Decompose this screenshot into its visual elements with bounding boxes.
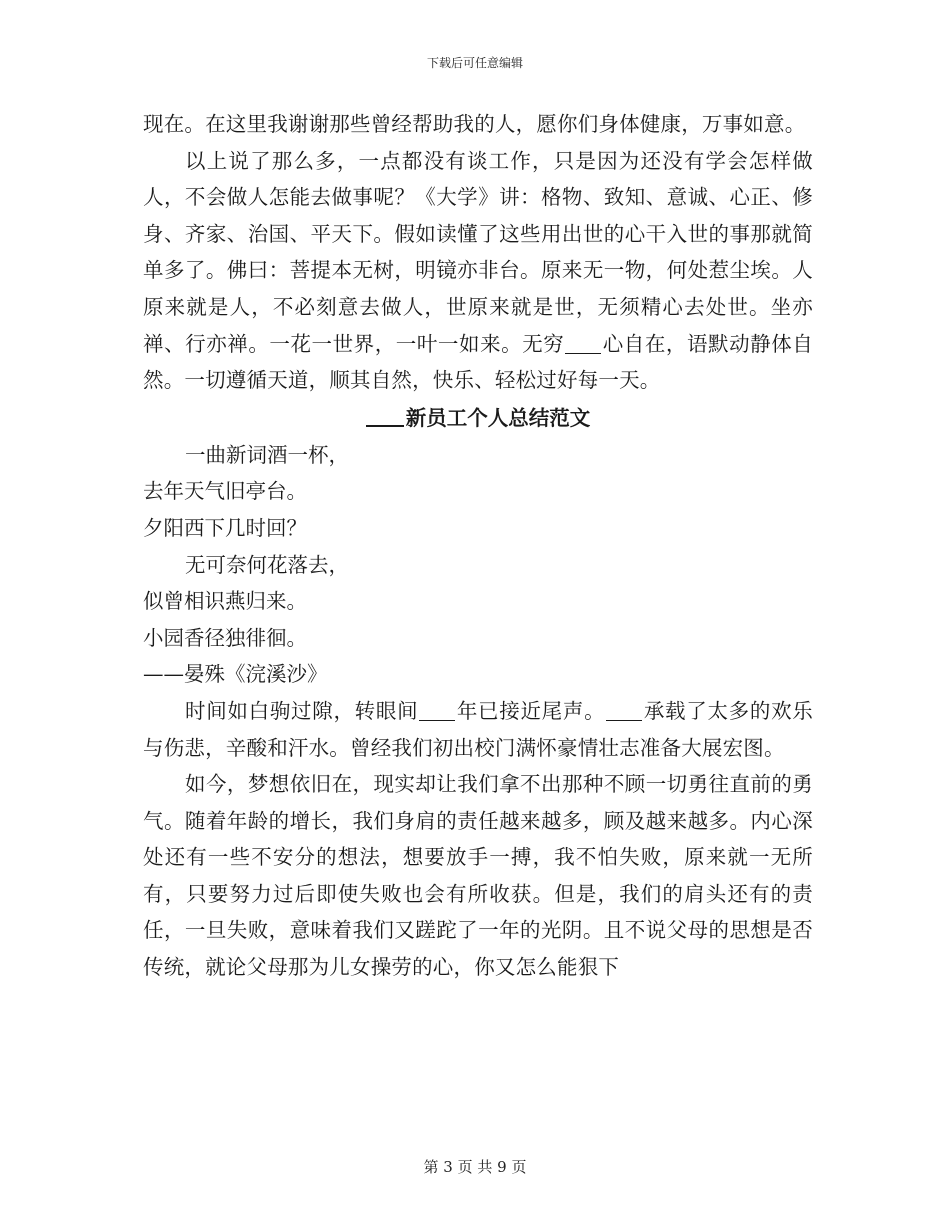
document-body [143, 106, 813, 986]
poem-line-2: 去年天气旧亭台。 [143, 479, 307, 504]
paragraph-dreams: 如今，梦想依旧在，现实却让我们拿不出那种不顾一切勇往直前的勇气。随着年龄的增长，我们身肩的责任越来越多，顾及越来越多。内心深处还有一些不安分的想法，想要放手一搏，我不怕失败，原来就一无所有，只要努力过后即使失败也会有所收获。但是，我们的肩头还有的责任，一旦失败，意味着我们又蹉跎了一年的光阴。且不说父母的思想是否传统，就论父母那为儿女操劳的心，你又怎么能狠下 [143, 772, 813, 980]
poem-line-5: 似曾相识燕归来。 [143, 589, 307, 614]
poem-line-1: 一曲新词酒一杯， [185, 442, 349, 467]
poem-line-4: 无可奈何花落去， [185, 552, 349, 577]
section-title-text: 新员工个人总结范文 [405, 405, 591, 430]
section-title [143, 399, 813, 437]
page-header-note: 下载后可任意编辑 [426, 56, 523, 70]
paragraph-reflection-text-2: 心自在，语默动静体自然。一切遵循天道，顺其自然，快乐、轻松过好每一天。 [143, 331, 814, 393]
paragraph-continuation: 现在。在这里我谢谢那些曾经帮助我的人，愿你们身体健康，万事如意。 [143, 112, 806, 136]
fill-in-blank [606, 699, 642, 721]
paragraph-reflection [143, 143, 813, 399]
paragraph-time-text-3: 承载了太多的欢乐与伤悲，辛酸和汗水。曾经我们初出校门满怀豪情壮志准备大展宏图。 [143, 698, 813, 760]
poem-line-6: 小园香径独徘徊。 [143, 625, 307, 650]
paragraph-time-text-1: 时间如白驹过隙，转眼间 [185, 698, 419, 723]
fill-in-blank [565, 332, 601, 354]
fill-in-blank [419, 699, 455, 721]
paragraph-time-text-2: 年已接近尾声。 [456, 698, 606, 723]
title-fill-in-blank [366, 404, 404, 427]
poem-attribution: ——晏殊《浣溪沙》 [143, 662, 328, 687]
poem-line-3: 夕阳西下几时回？ [143, 515, 307, 540]
paragraph-time [143, 693, 813, 766]
page-number: 第 3 页 共 9 页 [423, 1158, 527, 1176]
paragraph-reflection-text-1: 以上说了那么多，一点都没有谈工作，只是因为还没有学会怎样做人，不会做人怎能去做事呢？《大学》讲：格物、致知、意诚、心正、修身、齐家、治国、平天下。假如读懂了这些用出世的心干入世的事那就简单多了。佛曰：菩提本无树，明镜亦非台。原来无一物，何处惹尘埃。人原来就是人，不必刻意去做人，世原来就是世，无须精心去处世。坐亦禅、行亦禅。一花一世界，一叶一如来。无穷 [143, 148, 813, 356]
